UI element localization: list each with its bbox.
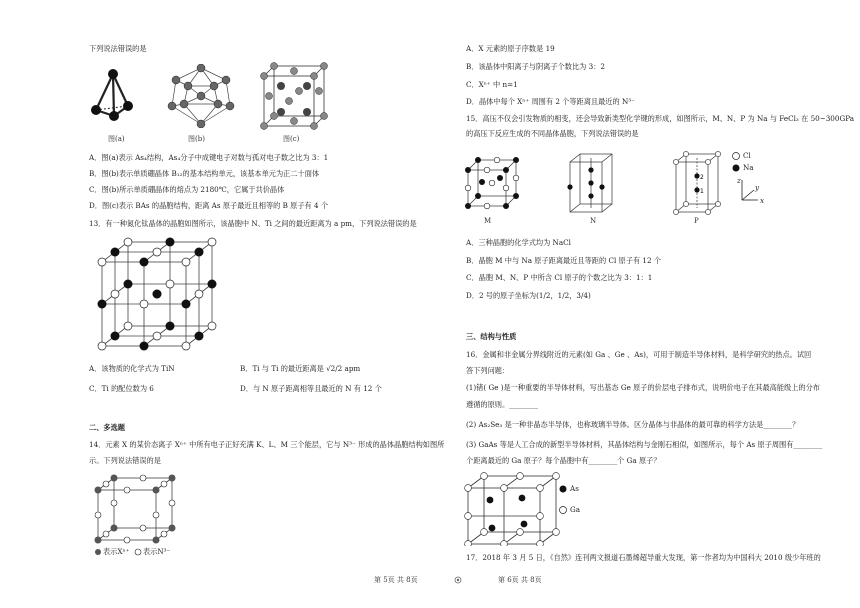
q14-option-c: C．Xⁿ⁺ 中 n=1 [466, 80, 518, 89]
q15-option-a: A．三种晶胞的化学式均为 NaCl [466, 238, 571, 247]
page-number-right: 第 6页 共 8页 [498, 576, 542, 584]
q14-stem-line1: 14．元素 X 的某价态离子 Xⁿ⁺ 中所有电子正好充满 K、L、M 三个能层，它与 N³⁻ 形成的晶体晶胞结构如图所 [89, 440, 445, 449]
q16-line2: 答下列问题： [466, 366, 510, 375]
q14-option-d: D．晶体中每个 Xⁿ⁺ 周围有 2 个等距离且最近的 N³⁻ [466, 97, 635, 106]
q12-option-c: C．图(b)所示单质硼晶体的熔点为 2180℃，它属于共价晶体 [89, 185, 285, 194]
gaas-unit-cell [464, 472, 560, 546]
q12-option-b: B．图(b)表示单质硼晶体 B₁₂的基本结构单元，该基本单元为正二十面体 [89, 169, 320, 178]
q16-line6: (3) GaAs 等是人工合成的新型半导体材料，其晶体结构与金刚石相似，如图所示，每个 As 原子周围有________ [466, 440, 823, 449]
legend-ga-label: Ga [570, 505, 581, 514]
fig-b-caption: 图(b) [188, 135, 205, 143]
fig-a-caption: 图(a) [108, 135, 125, 143]
q13-stem: 13．有一种氮化钛晶体的晶胞如图所示，该晶胞中 N、Ti 之间的最近距离为 a pm，下列说法错误的是 [89, 219, 417, 228]
page-divider-circle-icon [453, 575, 463, 585]
q15-label-n: N [590, 217, 597, 225]
section-heading-structure: 三、结构与性质 [466, 332, 517, 341]
q15-option-c: C．晶胞 M、N、P 中所含 Cl 原子的个数之比为 3：1：1 [466, 273, 653, 282]
section-heading-multiple-choice: 二、多选题 [89, 423, 125, 432]
q15-cell-n [566, 150, 616, 216]
q15-cell-p [672, 150, 722, 216]
q16-line7: 个距离最近的 Ga 原子？每个晶胞中有________个 Ga 原子？ [466, 456, 661, 465]
p-mark-1: 1 [700, 188, 704, 195]
q17-line1: 17．2018 年 3 月 5 日，《自然》连刊两文报道石墨烯超导重大发现，第一作者均为中国科大 2010 级少年班的 [466, 553, 821, 562]
q12-option-d: D．图(c)表示 BAs 的晶胞结构，距离 As 原子最近且相等的 B 原子有 4 个 [89, 201, 329, 210]
q14-option-a: A．X 元素的原子序数是 19 [466, 44, 555, 53]
figure-c-unit-cell [258, 62, 330, 130]
q15-option-b: B．晶胞 M 中与 Na 原子距离最近且等距的 Cl 原子有 12 个 [466, 256, 662, 265]
q14-option-b: B．该晶体中阳离子与阴离子个数比为 3：2 [466, 62, 605, 71]
axis-x-label: x [760, 196, 765, 205]
q15-stem-line1: 15．高压不仅会引发物质的相变，还会导致新类型化学键的形成，如图所示，M、N、P 为 Na 与 FeCl₃ 在 50~300GPa [466, 114, 854, 123]
q13-option-c: C．Ti 的配位数为 6 [89, 384, 154, 393]
q16-line3: (1)锗( Ge )是一种重要的半导体材料，写出基态 Ge 原子的价层电子排布式，说明价电子在其最高能级上的分布 [466, 383, 820, 392]
legend-cl-icon [731, 151, 741, 161]
q16-line5: (2) As₂Se₃ 是一种非晶态半导体，也称玻璃半导体。区分晶体与非晶体的最可靠的科学方法是________？ [466, 420, 800, 429]
q13-option-d: D．与 N 原子距离相等且最近的 N 有 12 个 [240, 384, 382, 393]
legend-n-ion-icon [134, 548, 142, 556]
fig-c-caption: 图(c) [283, 135, 300, 143]
axis-z-label: z [737, 176, 741, 185]
q15-cell-m [464, 154, 520, 210]
legend-as-label: As [570, 484, 579, 493]
q16-line1: 16．金属和非金属分界线附近的元素(如 Ga 、Ge 、As)，可用于制造半导体材料，是科学研究的热点。试回 [466, 350, 812, 359]
figure-b-icosahedron [166, 64, 236, 128]
legend-na-label: Na [743, 163, 754, 172]
q13-option-a: A．该物质的化学式为 TiN [89, 364, 175, 373]
q15-label-m: M [484, 217, 492, 225]
legend-na-icon [731, 163, 741, 173]
figure-a-tetrahedron [88, 66, 138, 128]
legend-as-icon [558, 484, 568, 494]
p-mark-2: 2 [700, 174, 704, 181]
q15-stem-line2: 的高压下反应生成的不同晶体晶胞，下列说法错误的是 [466, 129, 639, 138]
legend-cl-label: Cl [743, 151, 751, 160]
intro-text: 下列说法错误的是 [89, 44, 147, 53]
q14-legend-x: 表示Xⁿ⁺ [103, 547, 130, 556]
q14-legend-n: 表示N³⁻ [143, 547, 171, 556]
q15-label-p: P [694, 217, 699, 225]
q15-option-d: D．2 号的原子坐标为(1/2，1/2，3/4) [466, 291, 591, 300]
q13-option-b: B．Ti 与 Ti 的最近距离是 √2/2 apm [240, 364, 361, 373]
q14-unit-cell [92, 472, 178, 544]
legend-x-ion-icon [94, 548, 102, 556]
legend-ga-icon [558, 505, 568, 515]
q14-stem-line2: 示。下列说法错误的是 [89, 456, 161, 465]
page-number-left: 第 5页 共 8页 [374, 576, 418, 584]
q12-option-a: A．图(a)表示 As₄结构，As₄分子中成键电子对数与孤对电子数之比为 3：1 [89, 153, 329, 162]
axis-y-label: y [755, 183, 760, 192]
q13-tin-unit-cell [92, 236, 224, 352]
q16-line4: 遵循的原则。________ [466, 400, 538, 409]
